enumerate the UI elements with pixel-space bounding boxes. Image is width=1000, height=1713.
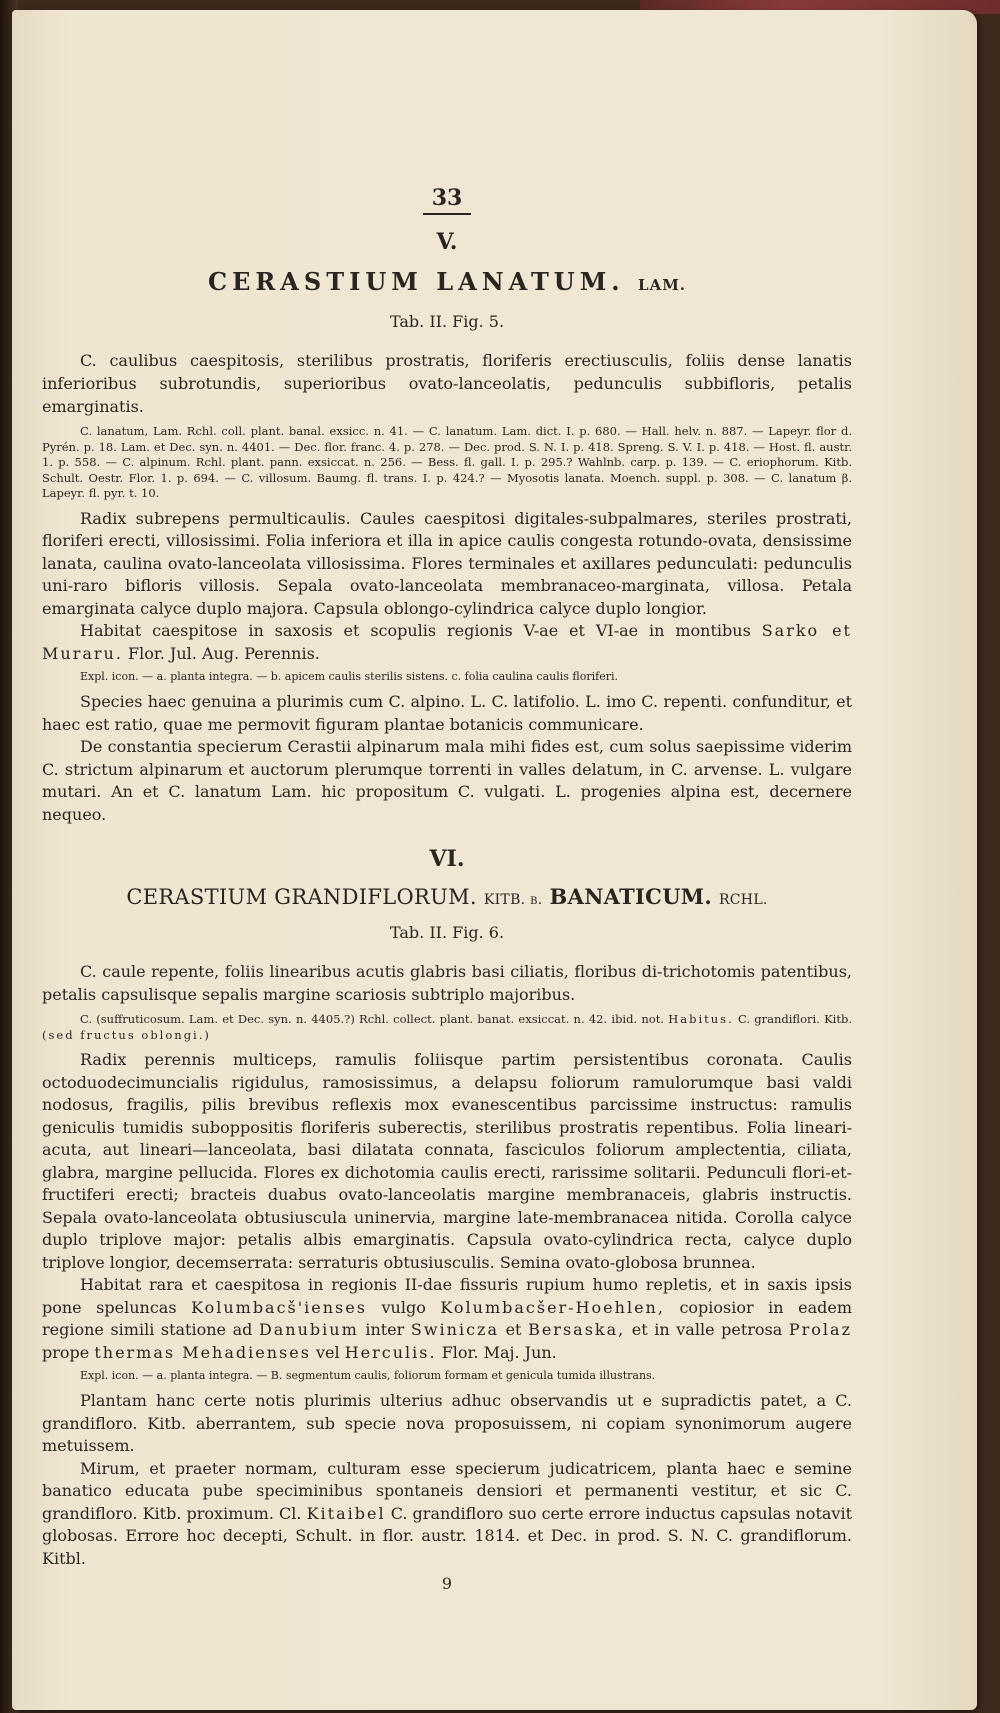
- plate-reference: Tab. II. Fig. 6.: [389, 923, 505, 942]
- section-numeral-vi: VI.: [429, 846, 465, 872]
- figure-explanation: Expl. icon. — a. planta integra. — B. segmentum caulis, foliorum formam et genicula tumida illustrans.: [80, 1369, 656, 1382]
- habitat-flowering: Flor. Maj. Jun.: [441, 1342, 557, 1362]
- species-name: CERASTIUM LANATUM.: [207, 267, 625, 296]
- description: Radix subrepens permulticaulis. Caules caespitosi digitales-subpalmares, steriles prostrati, floriferi erecti, villosissimi. Folia inferiora et illa in apice caulis congesta rotundo-ovata, densissime lanata, caulina ovato-lanceolata villosissima. Flores terminales et axillares pedunculati: pedunculis uni-raro bifloris villosis. Sepala ovato-lanceolata membranaceo-marginata, villosa. Petala emarginata calyce duplo majora. Capsula oblongo-cylindrica calyce duplo longior.: [42, 508, 852, 618]
- habitat-locality: Kolumbacšer-Hoehlen,: [440, 1297, 665, 1317]
- species-author: LAM.: [638, 276, 687, 294]
- remark-paragraph: Species haec genuina a plurimis cum C. alpino. L. C. latifolio. L. imo C. repenti. confunditur, et haec est ratio, quae me permovit figuram plantae botanicis communicare.: [42, 692, 852, 734]
- habitat-locality: thermas Mehadienses: [94, 1342, 311, 1362]
- remark-text: C. grandifloro suo certe errore inductus capsulas notavit globosas. Errore hoc decepti, Schult. in flor. austr. 1814. et Dec. in prod. S. N. C. grandiflorum. Kitbl.: [42, 1503, 852, 1568]
- book-page: [12, 10, 977, 1710]
- remark-paragraph: De constantia specierum Cerastii alpinarum mala mihi fides est, cum solus saepissime viderim C. strictum alpinarum et auctorum plerumque torrenti in valles delatum, in C. arvense. L. vulgare mutari. An et C. lanatum Lam. hic propositum C. vulgati. L. progenies alpina est, decernere nequeo.: [42, 737, 852, 824]
- habitat: [42, 1274, 852, 1364]
- section-numeral-v: V.: [436, 229, 458, 255]
- habitat-locality: Sarko et Muraru.: [42, 621, 852, 663]
- synonymy: [42, 1012, 852, 1043]
- diagnosis: C. caule repente, foliis linearibus acutis glabris basi ciliatis, floribus di-trichotomis patentibus, petalis capsulisque sepalis margine scariosis subtriplo majoribus.: [42, 962, 852, 1004]
- page-number-rule: [423, 213, 471, 215]
- species-title-lanatum: [42, 267, 852, 296]
- habitat-locality: Herculis.: [344, 1342, 437, 1362]
- habitat-locality: Prolaz: [788, 1320, 852, 1339]
- synonymy: C. lanatum, Lam. Rchl. coll. plant. banal. exsicc. n. 41. — C. lanatum. Lam. dict. I. p. 680. — Hall. helv. n. 887. — Lapeyr. flor d. Pyrén. p. 18. Lam. et Dec. syn. n. 4401. — Dec. flor. franc. 4. p. 278. — Dec. prod. S. N. I. p. 418. Spreng. S. V. I. p. 418. — Host. fl. austr. 1. p. 558. — C. alpinum. Rchl. plant. pann. exsiccat. n. 256. — Bess. fl. gall. I. p. 295.? Wahlnb. carp. p. 139. — C. eriophorum. Kitb. Schult. Oestr. Flor. 1. p. 694. — C. villosum. Baumg. fl. trans. I. p. 424.? — Myosotis lanata. Moench. suppl. p. 308. — C. lanatum β. Lapeyr. fl. pyr. t. 10.: [42, 424, 852, 500]
- variety-name: BANATICUM.: [549, 884, 712, 909]
- synonymy-habitus: Habitus.: [668, 1012, 734, 1026]
- habitat-text: vulgo: [381, 1297, 426, 1317]
- remark-paragraph: Plantam hanc certe notis plurimis ulterius adhuc observandis ut e supradictis patet, a C. grandifloro. Kitb. aberrantem, sub specie nova proposuissem, ni copiam synonimorum augere metuissem.: [42, 1391, 852, 1455]
- species-author: KITB. b.: [483, 892, 543, 908]
- habitat-text: prope: [42, 1342, 90, 1362]
- habitat-text: vel: [316, 1342, 340, 1362]
- synonymy-note: (sed fructus oblongi.): [42, 1027, 211, 1042]
- habitat-locality: Bersaska,: [528, 1320, 626, 1339]
- signature-mark: 9: [441, 1574, 453, 1593]
- habitat-text: copiosior in eadem regione simili statione ad: [42, 1297, 853, 1339]
- page-content: [42, 185, 852, 1593]
- habitat-locality: Danubium: [258, 1320, 359, 1339]
- habitat-text: Habitat caespitose in saxosis et scopulis regionis V-ae et VI-ae in montibus: [80, 621, 751, 640]
- habitat-text: et: [505, 1320, 522, 1339]
- species-name: CERASTIUM GRANDIFLORUM.: [126, 885, 477, 909]
- remark-paragraph: [42, 1458, 852, 1571]
- habitat-flowering: Flor. Jul. Aug. Perennis.: [128, 643, 320, 663]
- habitat-text: Habitat rara et caespitosa in regionis II-dae fissuris rupium humo repletis, et in saxis ipsis pone speluncas: [42, 1275, 852, 1317]
- diagnosis: C. caulibus caespitosis, sterilibus prostratis, floriferis erectiusculis, foliis dense lanatis inferioribus subrotundis, superioribus ovato-lanceolatis, pedunculis subbifloris, petalis emarginatis.: [42, 351, 852, 416]
- remark-author-name: Kitaibel: [306, 1503, 386, 1523]
- habitat-text: inter: [365, 1320, 405, 1339]
- habitat: [42, 620, 852, 665]
- page-number: 33: [431, 185, 463, 211]
- habitat-locality: Kolumbacš'ienses: [191, 1297, 367, 1317]
- plate-reference: Tab. II. Fig. 5.: [389, 312, 505, 331]
- variety-author: RCHL.: [718, 892, 768, 908]
- description: Radix perennis multiceps, ramulis foliisque partim persistentibus coronata. Caulis octoduodecimuncialis rigidulus, ramosissimus, a delapsu foliorum ramulorumque basi valdi nodosus, fragilis, pilis brevibus reflexis mox evanescentibus parcissime instructus: ramulis geniculis tumidis suboppositis floriferis suberectis, sterilibus prostratis repentibus. Folia lineari-acuta, aut lineari—lanceolata, basi dilatata connata, fasciculos foliorum amplectentia, ciliata, glabra, margine pellucida. Flores ex dichotomia caulis erecti, rarissime solitarii. Pedunculi flori-et-fructiferi erecti; bracteis duabus ovato-lanceolatis margine membranaceis, glabris instructis. Sepala ovato-lanceolata obtusiuscula uninervia, margine late-membranacea nitida. Corolla calyce duplo triplove major: petalis albis emarginatis. Capsula ovato-cylindrica recta, calyce duplo triplove longior, decemserrata: serraturis obtusiusculis. Semina ovato-globosa brunnea.: [42, 1050, 852, 1272]
- synonymy-text: C. grandiflori. Kitb.: [737, 1012, 853, 1026]
- habitat-locality: Swinicza: [410, 1320, 499, 1339]
- habitat-text: et in valle petrosa: [631, 1320, 783, 1339]
- synonymy-text: C. (suffruticosum. Lam. et Dec. syn. n. 4405.?) Rchl. collect. plant. banat. exsiccat. n. 42. ibid. not.: [80, 1012, 664, 1026]
- remark-text: Mirum, et praeter normam, culturam esse specierum judicatricem, planta haec e semine banatico educata pube speciminibus spontaneis densiori et permanenti vestitur, et sic C. grandifloro. Kitb. proximum. Cl.: [42, 1458, 852, 1523]
- species-title-grandiflorum: [42, 884, 852, 909]
- figure-explanation: Expl. icon. — a. planta integra. — b. apicem caulis sterilis sistens. c. folia caulina caulis floriferi.: [80, 670, 618, 683]
